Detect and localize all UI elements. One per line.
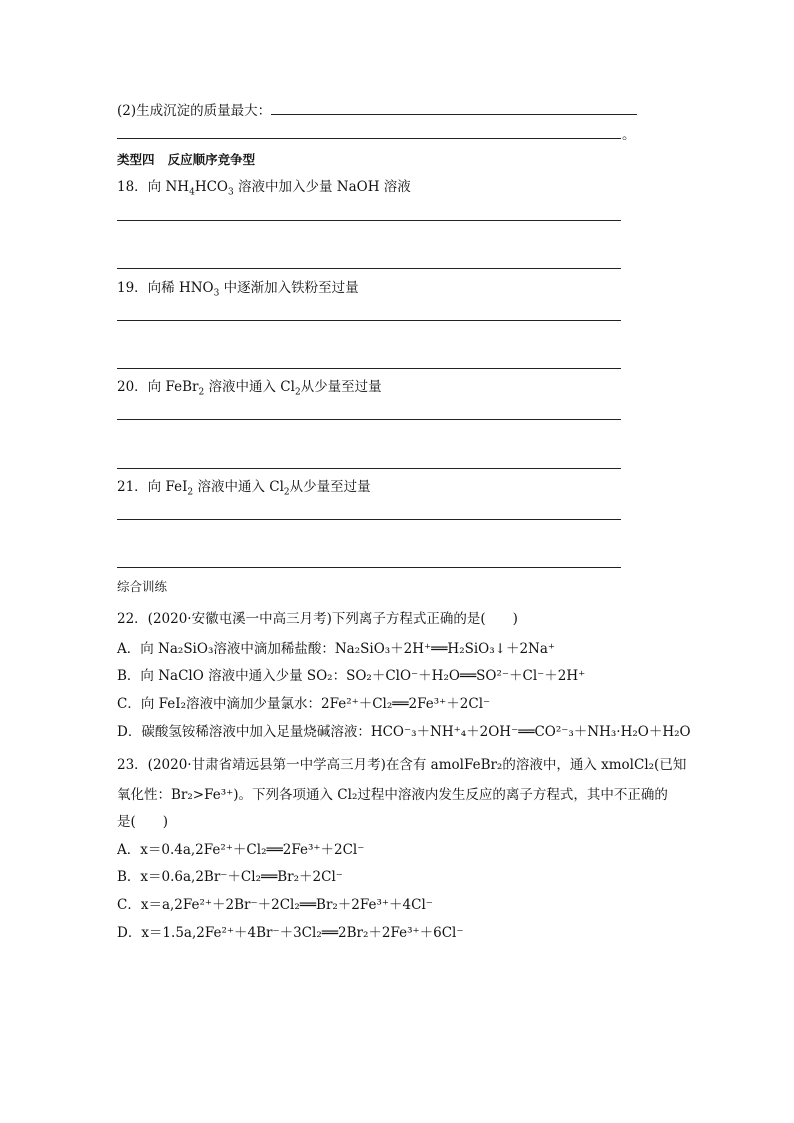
option-b[interactable]: B．向 NaClO 溶液中通入少量 SO₂：SO₂＋ClO⁻＋H₂O══SO²⁻＋Cl⁻＋2H⁺ [117, 668, 586, 684]
option-d[interactable]: D．碳酸氢铵稀溶液中加入足量烧碱溶液：HCO⁻₃＋NH⁺₄＋2OH⁻══CO²⁻₃＋NH₃·H₂O＋H₂O [117, 724, 691, 740]
question-21: 21．向 FeI$_2$ 溶液中通入 $Cl_2$从少量至过量 [117, 479, 371, 498]
question-19: 19．向稀 $HNO_3$ 中逐渐加入铁粉至过量 [117, 280, 359, 299]
answer-line[interactable] [117, 567, 621, 568]
question-prefix: 20．向 FeBr [117, 379, 199, 395]
question-23-stem-3: 是( ) [117, 814, 169, 830]
end-mark: 。 [622, 127, 636, 143]
answer-blank[interactable] [271, 100, 637, 115]
option-c[interactable]: C．x＝a,2Fe²⁺＋2Br⁻＋2Cl₂══Br₂＋2Fe³⁺＋4Cl⁻ [117, 897, 433, 913]
answer-line[interactable] [117, 320, 621, 321]
answer-line[interactable] [117, 268, 621, 269]
option-d[interactable]: D．x＝1.5a,2Fe²⁺＋4Br⁻＋3Cl₂══2Br₂＋2Fe³⁺＋6Cl⁻ [117, 925, 464, 941]
question-mid: 溶液中加入少量 NaOH 溶液 [238, 179, 411, 195]
option-a[interactable]: A．向 Na₂SiO₃溶液中滴加稀盐酸：Na₂SiO₃＋2H⁺══H₂SiO₃↓＋2Na⁺ [117, 641, 556, 657]
question-18: 18．向 $NH_4HCO_3$ 溶液中加入少量 NaOH 溶液 [117, 179, 411, 198]
answer-blank-line[interactable] [117, 138, 621, 139]
question-22-stem: 22．(2020·安徽屯溪一中高三月考)下列离子方程式正确的是( ) [117, 611, 518, 627]
answer-line[interactable] [117, 519, 621, 520]
question-suffix: 从少量至过量 [300, 379, 382, 395]
question-suffix: 从少量至过量 [289, 479, 371, 495]
question-mid: 溶液中通入 Cl [208, 379, 295, 395]
section-label: 类型四 [117, 152, 155, 167]
option-c[interactable]: C．向 FeI₂溶液中滴加少量氯水：2Fe²⁺＋Cl₂══2Fe³⁺＋2Cl⁻ [117, 696, 491, 712]
question-prefix: 18．向 [117, 179, 162, 195]
question-17-part-2 [117, 100, 637, 120]
question-23-stem-1: 23．(2020·甘肃省靖远县第一中学高三月考)在含有 amolFeBr₂的溶液中，通入 xmolCl₂(已知 [117, 757, 687, 773]
comprehensive-heading: 综合训练 [117, 579, 168, 594]
question-mid: 溶液中通入 Cl [197, 479, 284, 495]
question-prefix: 19．向稀 HNO [117, 280, 214, 296]
option-a[interactable]: A．x＝0.4a,2Fe²⁺＋Cl₂══2Fe³⁺＋2Cl⁻ [117, 842, 365, 858]
answer-line[interactable] [117, 220, 621, 221]
answer-line[interactable] [117, 419, 621, 420]
question-mid: 中逐渐加入铁粉至过量 [223, 280, 359, 296]
section-heading [117, 151, 255, 169]
question-20: 20．向 FeBr$_2$ 溶液中通入 $Cl_2$从少量至过量 [117, 379, 382, 398]
section-title: 反应顺序竞争型 [167, 152, 256, 167]
answer-line[interactable] [117, 468, 621, 469]
answer-line[interactable] [117, 368, 621, 369]
question-text: (2)生成沉淀的质量最大： [117, 103, 272, 119]
option-b[interactable]: B．x＝0.6a,2Br⁻＋Cl₂══Br₂＋2Cl⁻ [117, 869, 343, 885]
question-23-stem-2: 氧化性：Br₂>Fe³⁺)。下列各项通入 Cl₂过程中溶液内发生反应的离子方程式，其中不正确的 [117, 787, 668, 803]
question-prefix: 21．向 FeI [117, 479, 188, 495]
